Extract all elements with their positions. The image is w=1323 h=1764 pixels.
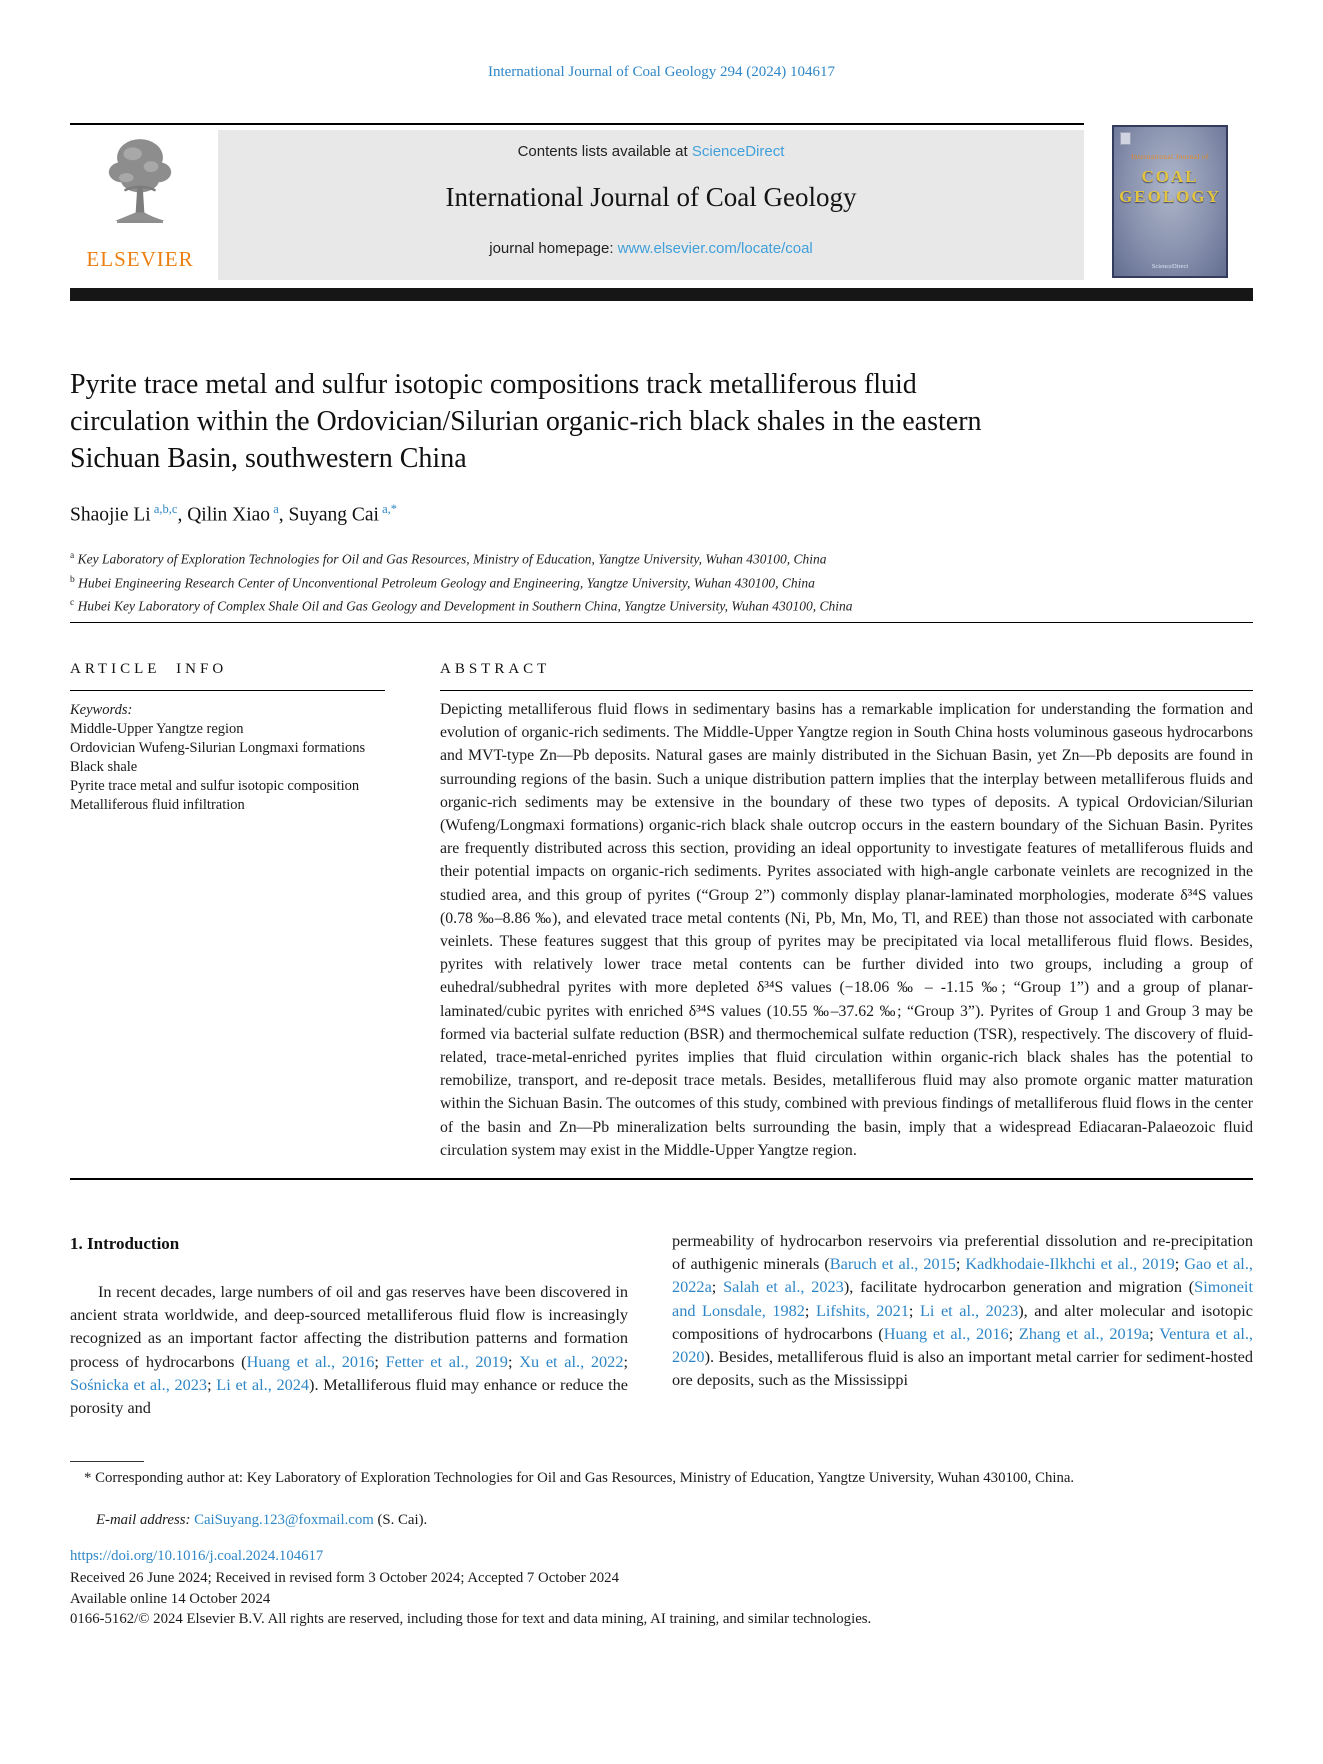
received-dates-line: Received 26 June 2024; Received in revised form 3 October 2024; Accepted 7 October 2024 (70, 1570, 619, 1586)
homepage-prefix: journal homepage: (489, 240, 618, 257)
cover-elsevier-mini-logo-icon (1120, 132, 1131, 145)
homepage-line (218, 240, 1084, 257)
affiliation-b (70, 570, 1070, 594)
text-segment: permeability of hydrocarbon reservoirs via preferential dissolution and re-precipitation of authigenic minerals ( (672, 1231, 1253, 1274)
elsevier-wordmark: ELSEVIER (86, 247, 194, 271)
text-segment: ; (207, 1374, 217, 1394)
email-line (70, 1512, 1253, 1529)
intro-paragraph-right-column (672, 1229, 1253, 1391)
text-segment: , Qilin Xiao (177, 504, 271, 526)
contents-prefix: Contents lists available at (517, 143, 692, 160)
abstract-rule (440, 690, 1253, 691)
inline-link[interactable]: Lifshits, 2021 (815, 1300, 909, 1320)
cover-series-label: International Journal of (1131, 153, 1209, 161)
elsevier-logo (70, 130, 210, 282)
text-segment: ; (711, 1277, 724, 1297)
abstract-heading: ABSTRACT (440, 661, 551, 677)
header-top-rule (70, 123, 1084, 125)
text-segment: ). Besides, metalliferous fluid is also an important metal carrier for sediment-hosted ore deposits, such as the Mississippi (672, 1347, 1253, 1390)
affiliation-text: Key Laboratory of Exploration Technologies for Oil and Gas Resources, Ministry of Education, Yangtze University, Wuhan 430100, China (74, 551, 827, 567)
journal-header-box (218, 130, 1084, 280)
affiliations (70, 546, 1070, 617)
affiliation-marker: c (70, 598, 75, 608)
affiliation-marker: b (70, 574, 75, 585)
journal-cover-thumbnail[interactable] (1112, 125, 1228, 278)
affiliation-rule (70, 622, 1253, 623)
text-segment: (S. Cai). (373, 1512, 428, 1528)
header-divider-bar (70, 288, 1253, 301)
inline-link[interactable]: Huang et al., 2016 (883, 1323, 1009, 1343)
journal-title: International Journal of Coal Geology (445, 182, 857, 212)
author-superscript: a (270, 502, 279, 516)
corresponding-author-note: * Corresponding author at: Key Laboratory of Exploration Technologies for Oil and Gas Resources, Ministry of Education, Yangtze University, Wuhan 430100, China. (84, 1470, 1075, 1486)
affiliation-a (70, 546, 1070, 570)
inline-link[interactable]: CaiSuyang.123@foxmail.com (194, 1512, 374, 1528)
text-segment: ; (1008, 1323, 1019, 1343)
cover-sciencedirect-label: ScienceDirect (1151, 263, 1189, 270)
intro-paragraph-left-column (70, 1280, 628, 1419)
contents-line (218, 143, 1084, 160)
inline-link[interactable]: Baruch et al., 2015 (829, 1254, 956, 1274)
author-superscript: a,b,c (150, 502, 178, 516)
text-segment: ; (623, 1351, 628, 1371)
inline-link[interactable]: Simoneit and Lonsdale, 1982 (672, 1277, 1253, 1320)
journal-homepage-link[interactable]: www.elsevier.com/locate/coal (617, 240, 813, 257)
author-superscript: a,* (378, 502, 398, 516)
doi-link[interactable]: https://doi.org/10.1016/j.coal.2024.104617 (70, 1548, 324, 1564)
text-segment: Shaojie Li (70, 504, 151, 526)
article-info-rule (70, 690, 385, 691)
available-online-line: Available online 14 October 2024 (70, 1591, 271, 1607)
text-segment: ; (908, 1300, 920, 1320)
running-head-citation: International Journal of Coal Geology 294 (2024) 104617 (487, 64, 835, 80)
section-heading-introduction: 1. Introduction (70, 1234, 180, 1253)
keyword: Ordovician Wufeng-Silurian Longmaxi formations (70, 740, 366, 756)
affiliation-text: Hubei Key Laboratory of Complex Shale Oil and Gas Geology and Development in Southern China, Yangtze University, Wuhan 430100, China (74, 598, 853, 614)
inline-link[interactable]: Xu et al., 2022 (519, 1351, 624, 1371)
text-segment: ; (1174, 1254, 1185, 1274)
keyword: Metalliferous fluid infiltration (70, 797, 245, 813)
abstract-text: Depicting metalliferous fluid flows in sedimentary basins has a remarkable implication for understanding the formation and evolution of organic-rich sediments. The Middle-Upper Yangtze region in South China hosts voluminous gaseous hydrocarbons and MVT-type Zn—Pb deposits. Natural gases are mainly distributed in the Sichuan Basin, yet Zn—Pb deposits are found in surrounding regions of the basin. Such a unique distribution pattern implies that the interplay between metalliferous fluids and organic-rich sediments may be extensive in the boundary of these two types of deposits. A typical Ordovician/Silurian (Wufeng/Longmaxi formations) organic-rich black shale outcrop occurs in the eastern boundary of the Sichuan Basin. Pyrites are frequently distributed across this section, providing an ideal opportunity to investigate features of metalliferous fluids and their potential impacts on organic-rich sediments. Pyrites associated with high-angle carbonate veinlets are recognized in the studied area, and this group of pyrites (“Group 2”) commonly display planar-laminated morphologies, moderate δ³⁴S values (0.78 ‰–8.86 ‰), and elevated trace metal contents (Ni, Pb, Mn, Mo, Tl, and REE) than those not associated with carbonate veinlets. These features suggest that this group of pyrites may be precipitated via local metalliferous fluid flows. Besides, pyrites with relatively lower trace metal contents can be further divided into two groups, including a group of euhedral/subhedral pyrites with more depleted δ³⁴S values (−18.06 ‰ – -1.15 ‰; “Group 1”) and a group of planar-laminated/cubic pyrites with enriched δ³⁴S values (10.55 ‰–37.62 ‰; “Group 3”). Pyrites of Group 1 and Group 3 may be formed via bacterial sulfate reduction (BSR) and thermochemical sulfate reduction (TSR), respectively. The discovery of fluid-related, trace-metal-enriched pyrites implies that fluid circulation within organic-rich black shales has the potential to remobilize, transport, and re-deposit trace metals. Besides, metalliferous fluid may also promote organic matter maturation within the Sichuan Basin. The outcomes of this study, combined with previous findings of metalliferous fluid flows in the center of the basin and Zn—Pb mineralization belts surrounding the basin, imply that a widespread Ediacaran-Palaeozoic fluid circulation system may exist in the Middle-Upper Yangtze region. (440, 701, 1253, 1159)
keywords-block (70, 701, 382, 815)
inline-link[interactable]: Ventura et al., 2020 (672, 1323, 1253, 1367)
keyword: Middle-Upper Yangtze region (70, 721, 244, 737)
keywords-label: Keywords: (70, 702, 133, 718)
affiliation-c (70, 593, 1070, 617)
article-title: Pyrite trace metal and sulfur isotopic compositions track metalliferous fluid circulation within the Ordovician/Silurian organic-rich black shales in the eastern Sichuan Basin, southwestern China (70, 369, 982, 474)
text-segment: ; (374, 1351, 386, 1371)
inline-link[interactable]: Zhang et al., 2019a (1018, 1323, 1150, 1343)
author-list (70, 502, 970, 527)
text-segment: E-mail address: (96, 1512, 195, 1528)
inline-link[interactable]: Fetter et al., 2019 (385, 1351, 508, 1371)
frontmatter-body-divider (70, 1178, 1253, 1180)
affiliation-text: Hubei Engineering Research Center of Unconventional Petroleum Geology and Engineering, Yangtze University, Wuhan 430100, China (74, 575, 815, 590)
inline-link[interactable]: Salah et al., 2023 (723, 1277, 844, 1297)
text-segment: ; (1149, 1323, 1160, 1343)
text-segment: In recent decades, large numbers of oil and gas reserves have been discovered in ancient strata worldwide, and deep-sourced metalliferous fluid flow is increasingly recognized as an important factor affecting the distribution patterns and formation process of hydrocarbons ( (70, 1282, 628, 1371)
footnote-rule (70, 1461, 144, 1462)
inline-link[interactable]: Huang et al., 2016 (246, 1351, 375, 1371)
inline-link[interactable]: Li et al., 2024 (216, 1374, 310, 1394)
keyword: Black shale (70, 759, 138, 775)
keyword: Pyrite trace metal and sulfur isotopic composition (70, 778, 360, 794)
inline-link[interactable]: Sośnicka et al., 2023 (70, 1374, 208, 1394)
text-segment: ). Metalliferous fluid may enhance or reduce the porosity and (70, 1374, 628, 1418)
copyright-line: 0166-5162/© 2024 Elsevier B.V. All rights are reserved, including those for text and data mining, AI training, and similar technologies. (70, 1611, 872, 1627)
affiliation-marker: a (70, 551, 75, 561)
text-segment: ), and alter molecular and isotopic compositions of hydrocarbons ( (672, 1300, 1253, 1343)
text-segment: ; (955, 1254, 966, 1274)
text-segment: , Suyang Cai (278, 504, 379, 526)
cover-title-line2: GEOLOGY (1119, 187, 1221, 206)
text-segment: ; (507, 1351, 520, 1371)
inline-link[interactable]: Li et al., 2023 (919, 1300, 1019, 1320)
inline-link[interactable]: Gao et al., 2022a (672, 1254, 1253, 1297)
article-info-heading: ARTICLE INFO (70, 661, 228, 677)
elsevier-tree-icon (98, 130, 182, 240)
text-segment: ), facilitate hydrocarbon generation and migration ( (843, 1277, 1195, 1297)
inline-link[interactable]: Kadkhodaie-Ilkhchi et al., 2019 (965, 1254, 1175, 1274)
cover-title-line1: COAL (1141, 167, 1199, 186)
text-segment: ; (804, 1300, 816, 1320)
sciencedirect-link[interactable]: ScienceDirect (691, 143, 785, 160)
